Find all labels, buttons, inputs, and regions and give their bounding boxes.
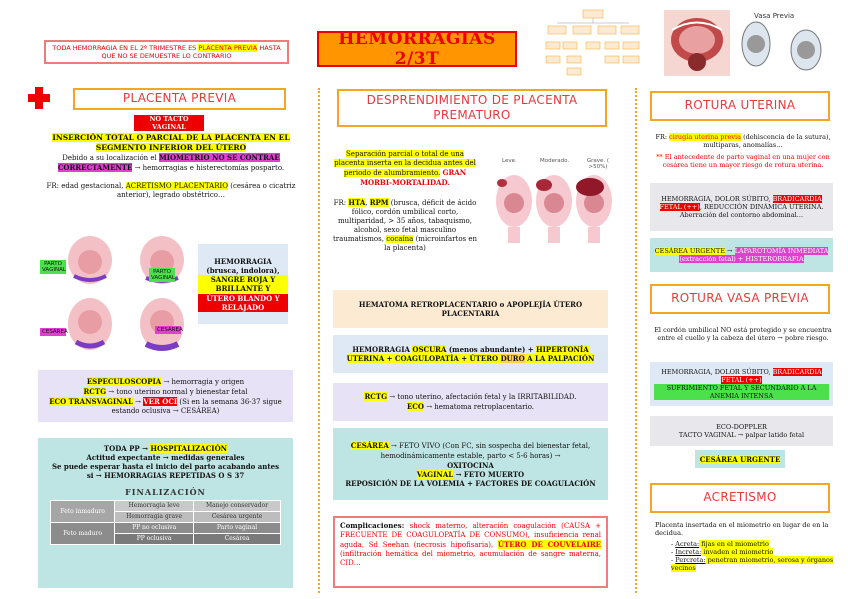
ru-treatment-box: CESÁREA URGENTE → LAPAROTOMÍA INMEDIATA (extracción fetal) + HISTERORRAFIA: [650, 238, 833, 272]
ru-note: ** El antecedente de parto vaginal en una mujer con cesárea tiene un mayor riesgo de rotura uterina.: [656, 153, 830, 169]
rvp-diagnosis-box: ECO-DOPPLER TACTO VAGINAL → palpar latido fetal: [650, 416, 833, 446]
finalizacion-table: Feto inmaduro Hemorragia leve Manejo conservador Hemorragia grave Cesárea urgente Feto maduro PP no oclusiva Parto vaginal PP oclusiva Cesárea: [50, 500, 281, 545]
rvp-clinic-box: HEMORRAGIA, DOLOR SÚBITO, BRADICARDIA FETAL (++) SUFRIMIENTO FETAL Y SECUNDARIO A LA ANEMIA INTENSA: [650, 362, 833, 406]
rvp-description: El cordón umbilical NO está protegido y se encuentra entre el cuello y la cabeza del útero → pobre riesgo.: [654, 326, 832, 342]
banner-text-end: HASTA QUE NO SE DEMUESTRE LO CONTRARIO: [101, 44, 281, 60]
dpp-figure: [490, 155, 620, 250]
placenta-previa-figure: [38, 218, 190, 358]
pp-contraction: Debido a su localización el MIOMETRIO NO SE CONTRAE CORRECTAMENTE → hemorragias e histerectomías posparto.: [57, 153, 285, 172]
no-tacto-tag: NO TACTO VAGINAL: [134, 115, 204, 131]
dpp-clinic-box: HEMORRAGIA OSCURA (menos abundante) + HIPERTONÍA UTERINA + COAGULOPATÍA + ÚTERO DURO A LA PALPACIÓN: [333, 335, 608, 373]
pp-risk-factors: FR: edad gestacional, ACRETISMO PLACENTARIO (cesárea o cicatriz anterior), legrado obstétrico…: [46, 182, 296, 199]
acretismo-header: ACRETISMO: [650, 483, 830, 513]
divider: [318, 88, 320, 593]
vasa-previa-title: Vasa Previa: [754, 12, 795, 20]
vasa-previa-photo: [664, 10, 730, 76]
rotura-uterina-header: ROTURA UTERINA: [650, 91, 830, 121]
img-label: PARTO VAGINAL: [42, 261, 66, 273]
dpp-diagnosis-box: RCTG → tono uterino, afectación fetal y la IRRITABILIDAD. ECO → hematoma retroplacentario.: [333, 383, 608, 421]
vasa-previa-header: ROTURA VASA PREVIA: [650, 284, 830, 314]
img-label: Leve.: [502, 158, 517, 164]
img-label: Moderado.: [540, 158, 570, 164]
img-label: PARTO VAGINAL: [151, 269, 175, 281]
dpp-risk-factors: FR: HTA, RPM (brusca, déficit de ácido fólico, cordón umbilical corto, multiparidad, > 35 años, tabaquismo, alcohol, sexo fetal masculino traumatismos, cocaína (microinfartos en la placenta): [332, 198, 478, 252]
dpp-hematoma-box: HEMATOMA RETROPLACENTARIO o APOPLEJÍA ÚTERO PLACENTARIA: [333, 290, 608, 328]
page-title: HEMORRAGIAS 2/3T: [317, 31, 517, 67]
dpp-definition: Separación parcial o total de una placenta inserta en la decidua antes del periodo de alumbramiento. GRAN MORBI-MORTALIDAD.: [334, 150, 476, 187]
ru-risk-factors: FR: cirugía uterina previa (dehiscencia de la sutura), multíparas, anomalías…: [655, 133, 831, 149]
dpp-header: DESPRENDIMIENTO DE PLACENTA PREMATURO: [337, 89, 607, 127]
acretismo-list: [655, 540, 835, 572]
pp-management-box: TODA PP → HOSPITALIZACIÓN Actitud expectante → medidas generales Se puede esperar hasta el inicio del parto acabando antes si → HEMORRAGIAS REPETIDAS O S 37 FINALIZACIÓN Feto inmaduro Hemorragia leve Manejo conservador Hemorragia grave Cesárea urgente Feto maduro PP no oclusiva Parto vaginal PP oclusiva Cesárea: [38, 438, 293, 588]
rvp-treatment-box: CESÁREA URGENTE: [695, 450, 785, 468]
list-item: - Acreta: fijas en el miometrio: [671, 540, 769, 548]
pp-definition: INSERCIÓN TOTAL O PARCIAL DE LA PLACENTA EN EL SEGMENTO INFERIOR DEL ÚTERO: [52, 133, 290, 152]
img-label: CESÁREA: [42, 329, 68, 335]
img-label: Grave. ( >50%): [586, 158, 610, 170]
list-item: - Percreta: penetran miometrio, serosa y órganos vecinos: [671, 556, 834, 572]
cross-icon: [28, 87, 50, 109]
placenta-previa-header: PLACENTA PREVIA: [73, 88, 286, 110]
pp-diagnosis-box: ESPECULOSCOPIA → hemorragia y origen RCTG → tono uterino normal y bienestar fetal ECO TRANSVAGINAL → VER OCI (Si en la semana 36-37 sigue estando oclusiva → CESÁREA): [38, 370, 293, 422]
list-item: - Increta: invaden el miometrio: [671, 548, 774, 556]
dpp-treatment-box: CESÁREA → FETO VIVO (Con FC, sin sospecha del bienestar fetal, hemodinámicamente estable, parto < 5-6 horas) → OXITOCINA VAGINAL → FETO MUERTO REPOSICIÓN DE LA VOLEMIA + FACTORES DE COAGULACIÓN: [333, 428, 608, 500]
finalizacion-title: FINALIZACIÓN: [125, 487, 206, 497]
img-label: CESÁREA: [157, 327, 183, 333]
acretismo-body: Placenta insertada en el miometrio en lugar de en la decidua. - Acreta: fijas en el miometrio - Increta: invaden el miometrio - Percreta: penetran miometrio, serosa y órganos vecinos: [655, 521, 834, 572]
dpp-complications-box: Complicaciones: shock materno, alteración coagulación (CAUSA + FRECUENTE DE COAGULOPATÍA DE CONSUMO), insuficiencia renal aguda, Sd Seehan (necrosis hipofisaria), ÚTERO DE COUVELAIRE (infiltración hemática del miometrio, acumulación de sangre materna, CID…: [333, 516, 608, 588]
banner: [44, 40, 289, 64]
vasa-previa-diagram: [732, 10, 836, 76]
banner-text: TODA HEMORRAGIA EN EL 2º TRIMESTRE ES: [52, 44, 199, 52]
flowchart-thumbnail: [543, 8, 643, 78]
pp-hemorrhage-box: HEMORRAGIA (brusca, indolora), SANGRE ROJA Y BRILLANTE Y ÚTERO BLANDO Y RELAJADO: [198, 244, 288, 324]
ru-clinic-box: HEMORRAGIA, DOLOR SÚBITO, BRADICARDIA FETAL (++), REDUCCIÓN DINÁMICA UTERINA. Aberración del contorno abdominal…: [650, 183, 833, 231]
banner-highlight: PLACENTA PREVIA: [198, 44, 258, 52]
divider: [635, 88, 637, 593]
